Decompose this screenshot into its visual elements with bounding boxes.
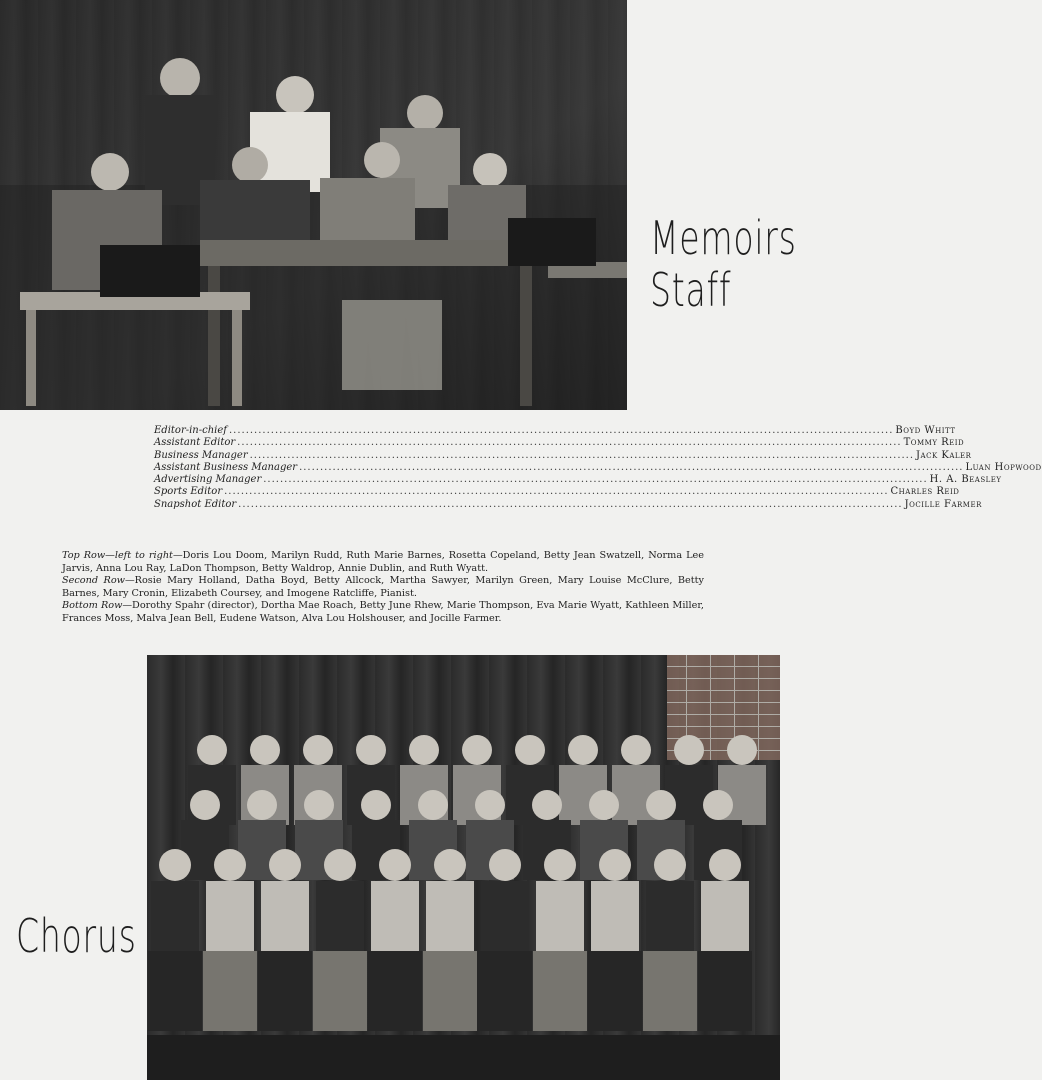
staff-name: Luan Hopwood [965, 461, 1042, 473]
staff-row [154, 425, 956, 437]
staff-name: Jocille Farmer [904, 498, 982, 510]
staff-row [154, 486, 960, 498]
memoirs-word: Memoirs [650, 211, 797, 265]
staff-row [154, 449, 972, 462]
caption-row-label: Top Row—left to right [62, 550, 173, 561]
caption-row-label: Bottom Row [62, 600, 123, 611]
staff-row [154, 461, 1042, 474]
caption-second-row [62, 575, 704, 600]
staff-role: Assistant Editor [154, 437, 236, 449]
staff-role: Assistant Business Manager [154, 461, 298, 473]
staff-role: Snapshot Editor [154, 498, 237, 510]
caption-row-names: —Dorothy Spahr (director), Dortha Mae Roach, Betty June Rhew, Marie Thompson, Eva Marie Wyatt, Kathleen Miller, Frances Moss, Malva Jean Bell, Eudene Watson, Alva Lou Holshouser, and Jocille Farmer. [62, 600, 704, 624]
staff-role: Editor-in-chief [154, 425, 227, 436]
staff-list [154, 425, 1042, 511]
caption-bottom-row [62, 600, 704, 625]
chorus-photo [147, 655, 780, 1080]
staff-role: Advertising Manager [154, 474, 262, 486]
memoirs-staff-heading [650, 212, 797, 316]
staff-name: Charles Reid [890, 486, 960, 498]
staff-name: Tommy Reid [903, 437, 965, 449]
chorus-heading: Chorus [16, 909, 137, 963]
staff-name: Boyd Whitt [895, 425, 956, 436]
staff-role: Sports Editor [154, 486, 223, 498]
staff-word: Staff [650, 263, 732, 317]
staff-name: Jack Kaler [916, 449, 972, 461]
staff-row [154, 437, 965, 449]
staff-row [154, 498, 982, 511]
staff-name: H. A. Beasley [929, 474, 1002, 486]
caption-row-names: —Rosie Mary Holland, Datha Boyd, Betty Allcock, Martha Sawyer, Marilyn Green, Mary Louise McClure, Betty Barnes, Mary Cronin, Elizabeth Coursey, and Imogene Ratcliffe, Pianist. [62, 575, 704, 599]
staff-photo [0, 0, 627, 410]
caption-row-names: —Doris Lou Doom, Marilyn Rudd, Ruth Marie Barnes, Rosetta Copeland, Betty Jean Swatzell, Norma Lee Jarvis, Anna Lou Ray, LaDon Thompson, Betty Waldrop, Annie Dublin, and Ruth Wyatt. [62, 550, 704, 574]
chorus-caption [62, 550, 704, 625]
staff-row [154, 474, 1002, 486]
caption-top-row [62, 550, 704, 575]
staff-role: Business Manager [154, 449, 248, 461]
caption-row-label: Second Row [62, 575, 125, 586]
